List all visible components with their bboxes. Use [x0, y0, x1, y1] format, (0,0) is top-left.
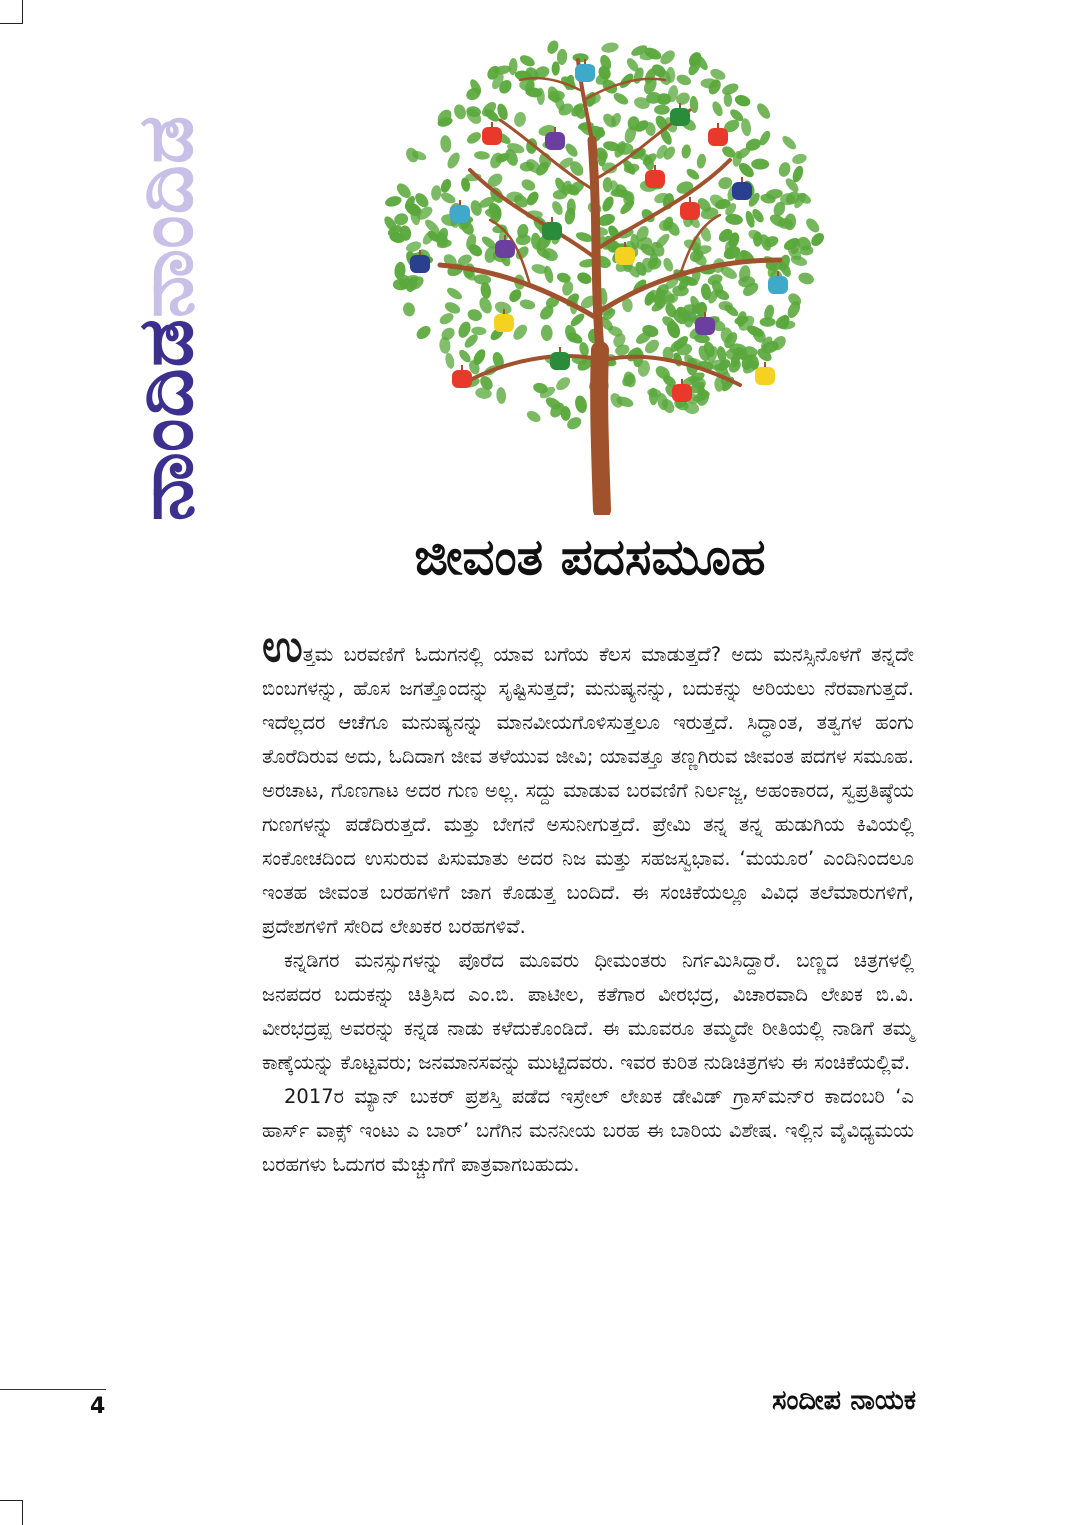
leaf: [567, 199, 576, 215]
leaf: [551, 61, 559, 75]
leaf: [760, 317, 776, 326]
leaf: [640, 52, 654, 60]
leaf: [573, 394, 588, 414]
leaf: [550, 199, 565, 216]
drop-cap: ಉ: [262, 621, 303, 672]
fruit: [732, 177, 752, 200]
leaf: [474, 151, 490, 160]
fruit: [670, 103, 690, 126]
article-body: [262, 621, 914, 1182]
leaf: [445, 285, 464, 301]
leaf: [696, 153, 707, 169]
leaf: [654, 105, 670, 115]
paragraph-1-text: ತ್ತಮ ಬರವಣಿಗೆ ಓದುಗನಲ್ಲಿ ಯಾವ ಬಗೆಯ ಕೆಲಸ ಮಾಡುತ್ತದೆ? ಅದು ಮನಸ್ಸಿನೊಳಗೆ ತನ್ನದೇ ಬಿಂಬಗಳನ್ನು, ಹೊಸ ಜಗತ್ತೊಂದನ್ನು ಸೃಷ್ಟಿಸುತ್ತದೆ; ಮನುಷ್ಯನನ್ನು, ಬದುಕನ್ನು ಅರಿಯಲು ನೆರವಾಗುತ್ತದೆ. ಇದೆಲ್ಲದರ ಆಚೆಗೂ ಮನುಷ್ಯನನ್ನು ಮಾನವೀಯಗೊಳಿಸುತ್ತಲೂ ಇರುತ್ತದೆ. ಸಿದ್ಧಾಂತ, ತತ್ವಗಳ ಹಂಗು ತೊರೆದಿರುವ ಅದು, ಓದಿದಾಗ ಜೀವ ತಳೆಯುವ ಜೀವಿ; ಯಾವತ್ತೂ ತಣ್ಣಗಿರುವ ಜೀವಂತ ಪದಗಳ ಸಮೂಹ. ಅರಚಾಟ, ಗೊಣಗಾಟ ಅದರ ಗುಣ ಅಲ್ಲ. ಸದ್ದು ಮಾಡುವ ಬರವಣಿಗೆ ನಿರ್ಲಜ್ಜ, ಅಹಂಕಾರದ, ಸ್ವಪ್ರತಿಷ್ಠೆಯ ಗುಣಗಳನ್ನು ಪಡೆದಿರುತ್ತದೆ. ಮತ್ತು ಬೇಗನೆ ಅಸುನೀಗುತ್ತದೆ. ಪ್ರೇಮಿ ತನ್ನ ತನ್ನ ಹುಡುಗಿಯ ಕಿವಿಯಲ್ಲಿ ಸಂಕೋಚದಿಂದ ಉಸುರುವ ಪಿಸುಮಾತು ಅದರ ನಿಜ ಮತ್ತು ಸಹಜಸ್ವಭಾವ. ‘ಮಯೂರ’ ಎಂದಿನಿಂದಲೂ ಇಂತಹ ಜೀವಂತ ಬರಹಗಳಿಗೆ ಜಾಗ ಕೊಡುತ್ತ ಬಂದಿದೆ. ಈ ಸಂಚಿಕೆಯಲ್ಲೂ ವಿವಿಧ ತಲೆಮಾರುಗಳಿಗೆ, ಪ್ರದೇಶಗಳಿಗೆ ಸೇರಿದ ಲೇಖಕರ ಬರಹಗಳಿವೆ.: [262, 643, 914, 938]
section-heading: [120, 38, 210, 598]
leaf: [471, 326, 487, 335]
leaf: [699, 225, 713, 243]
leaf: [804, 216, 822, 235]
fruit: [452, 365, 472, 388]
leaf: [751, 158, 769, 169]
paragraph-1: [262, 621, 914, 944]
leaf: [541, 325, 553, 342]
paragraph-2: ಕನ್ನಡಿಗರ ಮನಸ್ಸುಗಳನ್ನು ಪೊರೆದ ಮೂವರು ಧೀಮಂತರು ನಿರ್ಗಮಿಸಿದ್ದಾರೆ. ಬಣ್ಣದ ಚಿತ್ರಗಳಲ್ಲಿ ಜನಪದರ ಬದುಕನ್ನು ಚಿತ್ರಿಸಿದ ಎಂ.ಬಿ. ಪಾಟೀಲ, ಕತೆಗಾರ ವೀರಭದ್ರ, ವಿಚಾರವಾದಿ ಲೇಖಕ ಬಿ.ವಿ. ವೀರಭದ್ರಪ್ಪ ಅವರನ್ನು ಕನ್ನಡ ನಾಡು ಕಳೆದುಕೊಂಡಿದೆ. ಈ ಮೂವರೂ ತಮ್ಮದೇ ರೀತಿಯಲ್ಲಿ ನಾಡಿಗೆ ತಮ್ಮ ಕಾಣ್ಕೆಯನ್ನು ಕೊಟ್ಟವರು; ಜನಮಾನಸವನ್ನು ಮುಟ್ಟಿದವರು. ಇವರ ಕುರಿತ ನುಡಿಚಿತ್ರಗಳು ಈ ಸಂಚಿಕೆಯಲ್ಲಿವೆ.: [262, 949, 914, 1074]
leaf: [384, 194, 403, 208]
paragraph-3: 2017ರ ಮ್ಯಾನ್ ಬುಕರ್ ಪ್ರಶಸ್ತಿ ಪಡೆದ ಇಸ್ರೇಲ್ ಲೇಖಕ ಡೇವಿಡ್ ಗ್ರಾಸ್‌ಮನ್‌ರ ಕಾದಂಬರಿ ‘ಎ ಹಾರ್ಸ್ ವಾಕ್ಸ್ ಇಂಟು ಎ ಬಾರ್’ ಬಗೆಗಿನ ಮನನೀಯ ಬರಹ ಈ ಬಾರಿಯ ವಿಶೇಷ. ಇಲ್ಲಿನ ವೈವಿಧ್ಯಮಯ ಬರಹಗಳು ಓದುಗರ ಮೆಚ್ಚುಗೆಗೆ ಪಾತ್ರವಾಗಬಹುದು.: [262, 1085, 914, 1176]
leaf: [710, 100, 724, 118]
leaf: [525, 409, 543, 425]
leaf: [675, 73, 692, 87]
leaf: [572, 53, 588, 62]
leaf: [600, 195, 616, 214]
crop-mark-top-h: [0, 23, 23, 24]
leaf: [622, 370, 638, 389]
fruit: [450, 200, 470, 223]
fruit: [680, 197, 700, 220]
leaf: [797, 271, 815, 286]
leaf: [575, 270, 593, 286]
leaf: [780, 134, 798, 152]
fruit: [494, 309, 514, 332]
leaf: [431, 185, 443, 201]
crop-mark-bottom: [22, 1500, 23, 1525]
section-heading-word-1: ನಾಂದಿಡ: [120, 318, 209, 522]
leaf: [452, 103, 468, 121]
author-signature: ಸಂದೀಪ ನಾಯಕ: [772, 1385, 916, 1416]
leaf: [575, 230, 594, 243]
footer-rule: [0, 1389, 106, 1390]
section-heading-word-2: ನಾಂದಿಡ: [120, 114, 209, 318]
leaf: [402, 301, 416, 317]
leaf: [443, 300, 462, 316]
tree-icon: [380, 20, 830, 515]
leaf: [465, 130, 483, 146]
leaf: [513, 111, 528, 128]
leaf: [685, 167, 701, 182]
leaf: [777, 161, 792, 179]
leaf: [601, 41, 620, 54]
leaf: [554, 375, 573, 393]
leaf: [681, 144, 692, 159]
leaf: [563, 141, 580, 159]
leaf: [520, 177, 537, 192]
leaf: [466, 307, 483, 322]
crop-mark-bottom-h: [0, 1500, 23, 1501]
leaf: [404, 146, 421, 165]
leaf: [518, 53, 537, 69]
page-number: 4: [90, 1394, 106, 1419]
page-title: ಜೀವಂತ ಪದಸಮೂಹ: [414, 528, 766, 586]
leaf: [519, 298, 536, 311]
leaf: [733, 93, 751, 108]
leaf: [662, 256, 675, 272]
leaf: [791, 152, 808, 165]
leaf: [444, 352, 456, 370]
fruit: [542, 217, 562, 240]
leaf: [445, 150, 462, 170]
leaf: [723, 93, 732, 107]
leaf: [809, 230, 827, 248]
leaf: [496, 387, 507, 404]
crop-mark-top: [22, 0, 23, 24]
leaf: [754, 101, 772, 121]
leaf: [612, 91, 631, 107]
fruit: [550, 347, 570, 370]
leaf: [440, 135, 453, 153]
fruit: [482, 122, 502, 145]
leaf: [414, 323, 433, 341]
